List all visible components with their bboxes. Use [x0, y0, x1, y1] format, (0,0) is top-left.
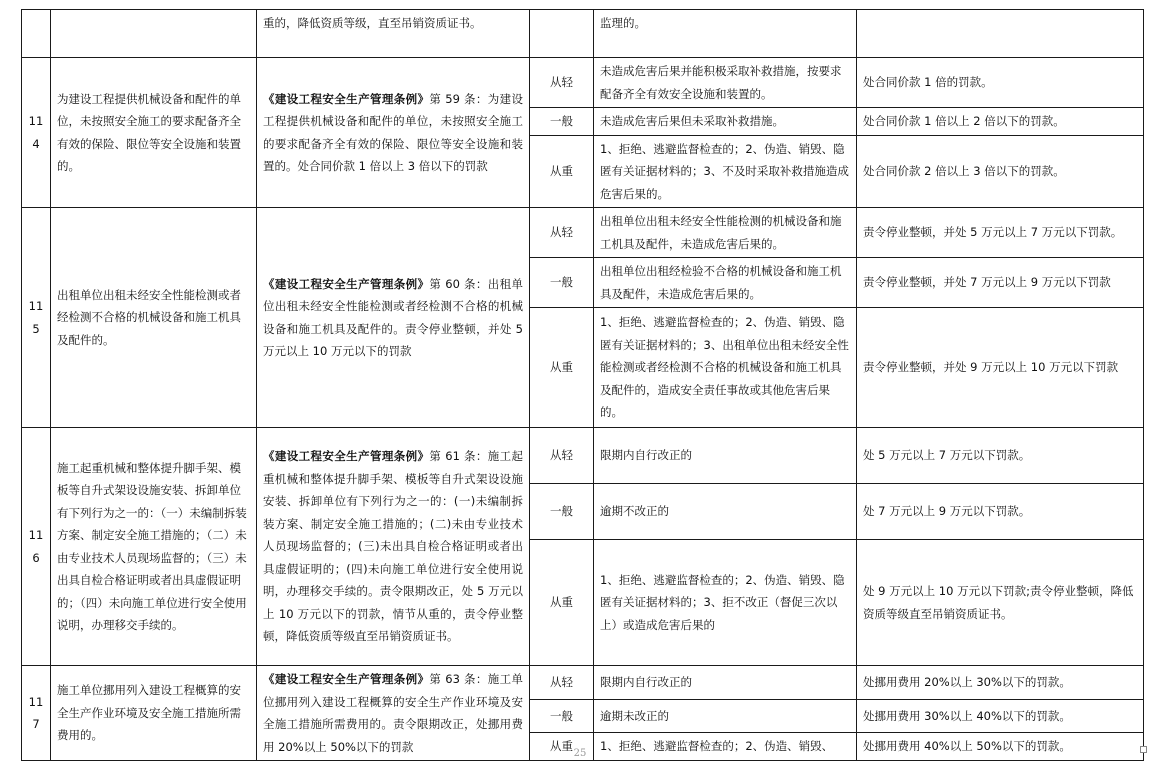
circumstance-cell: 1、拒绝、逃避监督检查的；2、伪造、销毁、隐匿有关证据材料的；3、出租单位出租未经安全性能检测或者经检测不合格的机械设备和施工机具及配件的，造成安全责任事故或其他危害后果的。 — [594, 308, 857, 428]
discretion-level-cell: 从重 — [530, 308, 594, 428]
table-row-114 — [22, 58, 1144, 108]
circumstance-cell: 出租单位出租未经安全性能检测的机械设备和施工机具及配件，未造成危害后果的。 — [594, 208, 857, 258]
penalty-table — [21, 9, 1144, 761]
penalty-cell: 责令停业整顿，并处 7 万元以上 9 万元以下罚款 — [857, 258, 1144, 308]
discretion-level-cell: 一般 — [530, 108, 594, 136]
circumstance-cell: 监理的。 — [594, 10, 857, 58]
discretion-level-cell: 从轻 — [530, 666, 594, 700]
discretion-level-cell: 一般 — [530, 258, 594, 308]
discretion-level-cell: 从重 — [530, 733, 594, 761]
item-number-cell — [22, 10, 51, 58]
table-row-117 — [22, 666, 1144, 700]
discretion-level-cell: 一般 — [530, 484, 594, 540]
circumstance-cell: 逾期未改正的 — [594, 699, 857, 733]
corner-marker — [1140, 746, 1147, 753]
discretion-level-cell: 从轻 — [530, 428, 594, 484]
circumstance-cell: 限期内自行改正的 — [594, 428, 857, 484]
discretion-level-cell: 一般 — [530, 699, 594, 733]
circumstance-cell: 1、拒绝、逃避监督检查的；2、伪造、销毁、隐匿有关证据材料的；3、不及时采取补救措施造成危害后果的。 — [594, 135, 857, 208]
legal-basis-cell — [257, 666, 530, 761]
penalty-cell: 处合同价款 2 倍以上 3 倍以下的罚款。 — [857, 135, 1144, 208]
item-number-cell: 115 — [22, 208, 51, 428]
penalty-cell: 处 7 万元以上 9 万元以下罚款。 — [857, 484, 1144, 540]
penalty-cell: 责令停业整顿，并处 5 万元以上 7 万元以下罚款。 — [857, 208, 1144, 258]
legal-basis-cell — [257, 208, 530, 428]
penalty-cell: 责令停业整顿，并处 9 万元以上 10 万元以下罚款 — [857, 308, 1144, 428]
table-row-115 — [22, 208, 1144, 258]
item-number-cell: 114 — [22, 58, 51, 208]
circumstance-cell: 未造成危害后果并能积极采取补救措施，按要求配备齐全有效安全设施和装置的。 — [594, 58, 857, 108]
penalty-cell: 处挪用费用 40%以上 50%以下的罚款。 — [857, 733, 1144, 761]
item-number-cell: 117 — [22, 666, 51, 761]
circumstance-cell: 限期内自行改正的 — [594, 666, 857, 700]
violation-cell: 施工单位挪用列入建设工程概算的安全生产作业环境及安全施工措施所需费用的。 — [51, 666, 257, 761]
legal-basis-text: 第 63 条：施工单位挪用列入建设工程概算的安全生产作业环境及安全施工措施所需费用的。责令限期改正，处挪用费用 20%以上 50%以下的罚款 — [263, 672, 524, 754]
legal-basis-cell: 重的，降低资质等级，直至吊销资质证书。 — [257, 10, 530, 58]
penalty-cell — [857, 10, 1144, 58]
table-row-116 — [22, 428, 1144, 484]
discretion-level-cell: 从轻 — [530, 208, 594, 258]
legal-basis-text: 第 60 条：出租单位出租未经安全性能检测或者经检测不合格的机械设备和施工机具及配件的。责令停业整顿，并处 5 万元以上 10 万元以下的罚款 — [263, 276, 524, 358]
violation-cell: 施工起重机械和整体提升脚手架、模板等自升式架设设施安装、拆卸单位有下列行为之一的：（一）未编制拆装方案、制定安全施工措施的；（二）未由专业技术人员现场监督的；（三）未出具自检合格证明或者出具虚假证明的；（四）未向施工单位进行安全使用说明，办理移交手续的。 — [51, 428, 257, 666]
discretion-level-cell — [530, 10, 594, 58]
legal-basis-text: 第 61 条：施工起重机械和整体提升脚手架、模板等自升式架设设施安装、拆卸单位有下列行为之一的：(一)未编制拆装方案、制定安全施工措施的；(二)未由专业技术人员现场监督的；(三)未出具自检合格证明或者出具虚假证明的；(四)未向施工单位进行安全使用说明，办理移交手续的。责令限期改正，处 5 万元以上 10 万元以下的罚款，情节从重的，责令停业整顿，降低资质等级直至吊销资质证书。 — [263, 449, 524, 644]
table-row-113-continued — [22, 10, 1144, 58]
penalty-cell: 处挪用费用 20%以上 30%以下的罚款。 — [857, 666, 1144, 700]
law-title: 《建设工程安全生产管理条例》 — [263, 449, 430, 464]
penalty-cell: 处合同价款 1 倍的罚款。 — [857, 58, 1144, 108]
penalty-cell: 处 9 万元以上 10 万元以下罚款;责令停业整顿，降低资质等级直至吊销资质证书。 — [857, 540, 1144, 666]
law-title: 《建设工程安全生产管理条例》 — [263, 276, 430, 291]
penalty-cell: 处 5 万元以上 7 万元以下罚款。 — [857, 428, 1144, 484]
circumstance-cell: 出租单位出租经检验不合格的机械设备和施工机具及配件，未造成危害后果的。 — [594, 258, 857, 308]
circumstance-cell: 1、拒绝、逃避监督检查的；2、伪造、销毁、隐匿有关证据材料的；3、拒不改正（督促三次以上）或造成危害后果的 — [594, 540, 857, 666]
legal-basis-cell — [257, 428, 530, 666]
circumstance-cell: 未造成危害后果但未采取补救措施。 — [594, 108, 857, 136]
circumstance-cell: 逾期不改正的 — [594, 484, 857, 540]
violation-cell: 为建设工程提供机械设备和配件的单位，未按照安全施工的要求配备齐全有效的保险、限位等安全设施和装置的。 — [51, 58, 257, 208]
circumstance-cell: 1、拒绝、逃避监督检查的；2、伪造、销毁、 — [594, 733, 857, 761]
legal-basis-cell — [257, 58, 530, 208]
legal-basis-text: 第 59 条：为建设工程提供机械设备和配件的单位，未按照安全施工的要求配备齐全有效的保险、限位等安全设施和装置的。处合同价款 1 倍以上 3 倍以下的罚款 — [263, 91, 524, 173]
law-title: 《建设工程安全生产管理条例》 — [263, 91, 430, 106]
discretion-level-cell: 从轻 — [530, 58, 594, 108]
penalty-cell: 处合同价款 1 倍以上 2 倍以下的罚款。 — [857, 108, 1144, 136]
penalty-cell: 处挪用费用 30%以上 40%以下的罚款。 — [857, 699, 1144, 733]
law-title: 《建设工程安全生产管理条例》 — [263, 672, 430, 686]
discretion-level-cell: 从重 — [530, 135, 594, 208]
discretion-level-cell: 从重 — [530, 540, 594, 666]
item-number-cell: 116 — [22, 428, 51, 666]
violation-cell — [51, 10, 257, 58]
violation-cell: 出租单位出租未经安全性能检测或者经检测不合格的机械设备和施工机具及配件的。 — [51, 208, 257, 428]
page-number: 25 — [573, 748, 587, 759]
